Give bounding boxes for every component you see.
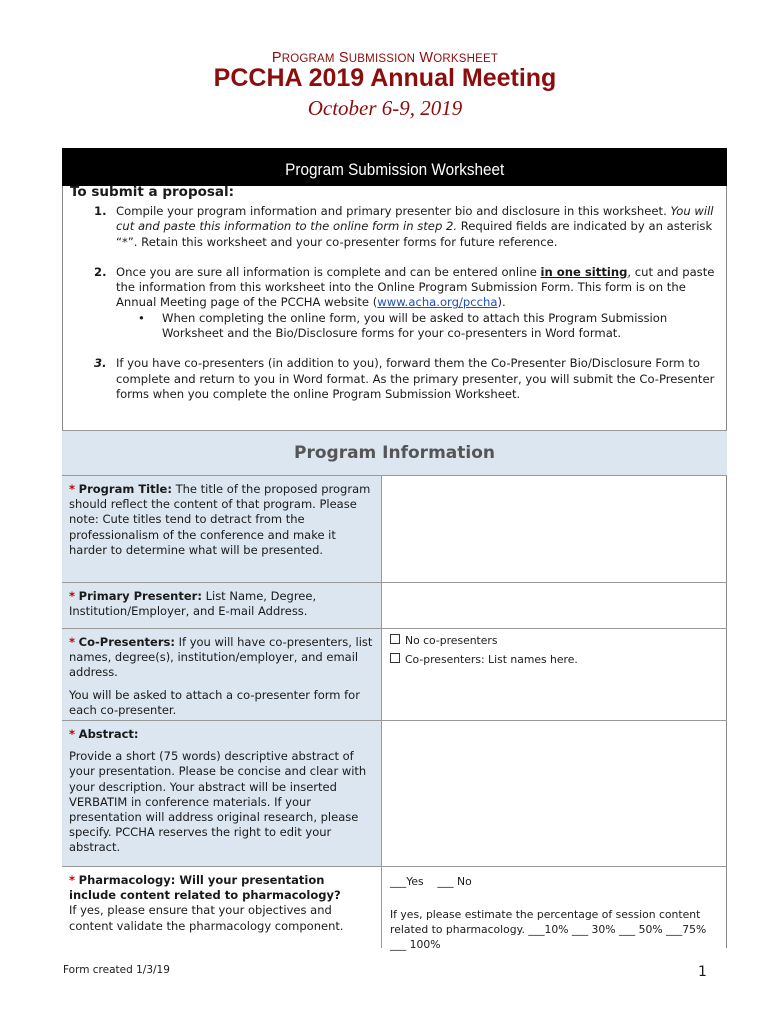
co-presenters-field	[382, 629, 727, 720]
program-title-row	[62, 476, 727, 583]
meeting-date: October 6-9, 2019	[307, 96, 463, 120]
pharmacology-no[interactable]: ___ No	[437, 875, 472, 888]
no-copresenters-option[interactable]: No co-presenters	[390, 633, 719, 648]
co-presenters-row	[62, 629, 727, 721]
pharmacology-label: * Pharmacology: Will your presentation include content related to pharmacology? If yes, please ensure that your objectives and content validate the pharmacology component.	[62, 867, 382, 948]
submit-instructions-label: To submit a proposal:	[70, 184, 235, 200]
pharmacology-yes[interactable]: ___Yes	[390, 875, 424, 888]
step-1: 1. Compile your program information and primary presenter bio and disclosure in this worksheet. You will cut and paste this information to the online form in step 2. Required fields are indicated by an asterisk “*”. Retain this worksheet and your co-presenter forms for future reference.	[94, 204, 714, 249]
copresenters-checkbox[interactable]	[390, 653, 400, 663]
worksheet-title-bar: Program Submission Worksheet	[62, 148, 727, 186]
abstract-field[interactable]	[382, 721, 727, 866]
pharmacology-percentage[interactable]: If yes, please estimate the percentage of session content related to pharmacology. ___10% ___ 30% ___ 50% ___75% ___ 100%	[390, 908, 707, 951]
pharmacology-row	[62, 867, 727, 951]
primary-presenter-field[interactable]	[382, 583, 727, 628]
abstract-label: * Abstract: Provide a short (75 words) descriptive abstract of your presentation. Please be concise and clear with your description. Your abstract will be inserted VERBATIM in conference materials. If your presentation will address original research, please specify. PCCHA reserves the right to edit your abstract.	[62, 721, 382, 866]
pccha-website-link[interactable]: www.acha.org/pccha	[377, 295, 498, 310]
submission-steps	[70, 204, 720, 402]
form-created-date: Form created 1/3/19	[63, 964, 170, 976]
pharmacology-field	[382, 867, 727, 951]
abstract-row	[62, 721, 727, 867]
program-title-field[interactable]	[382, 476, 727, 582]
copresenters-list-option[interactable]: Co-presenters: List names here.	[390, 652, 719, 667]
primary-presenter-label: * Primary Presenter: List Name, Degree, Institution/Employer, and E-mail Address.	[62, 583, 382, 628]
co-presenters-label: * Co-Presenters: If you will have co-presenters, list names, degree(s), institution/employer, and email address. You will be asked to attach a co-presenter form for each co-presenter.	[62, 629, 382, 720]
step-3: 3. If you have co-presenters (in addition to you), forward them the Co-Presenter Bio/Disclosure Form to complete and return to you in Word format. As the primary presenter, you will submit the Co-Presenter forms when you complete the online Program Submission Worksheet.	[94, 356, 715, 401]
step-2: 2. Once you are sure all information is complete and can be entered online in one sitting, cut and paste the information from this worksheet into the Online Program Submission Form. This form is on the Annual Meeting page of the PCCHA website (www.acha.org/pccha). • When completing the online form, you will be asked to attach this Program Submission Worksheet and the Bio/Disclosure forms for your co-presenters in Word format.	[70, 265, 720, 341]
meeting-title: PCCHA 2019 Annual Meeting	[213, 64, 557, 92]
worksheet-subtitle: PROGRAM SUBMISSION WORKSHEET	[271, 50, 499, 66]
no-copresenters-checkbox[interactable]	[390, 634, 400, 644]
program-title-label: * Program Title: The title of the proposed program should reflect the content of that program. Please note: Cute titles tend to detract from the professionalism of the conference and make it harder to determine what will be presented.	[62, 476, 382, 582]
page-number: 1	[698, 964, 707, 980]
primary-presenter-row	[62, 583, 727, 629]
program-information-heading: Program Information	[62, 430, 727, 476]
step-2-bullet: • When completing the online form, you will be asked to attach this Program Submission Worksheet and the Bio/Disclosure forms for your co-presenters in Word format.	[138, 310, 668, 341]
